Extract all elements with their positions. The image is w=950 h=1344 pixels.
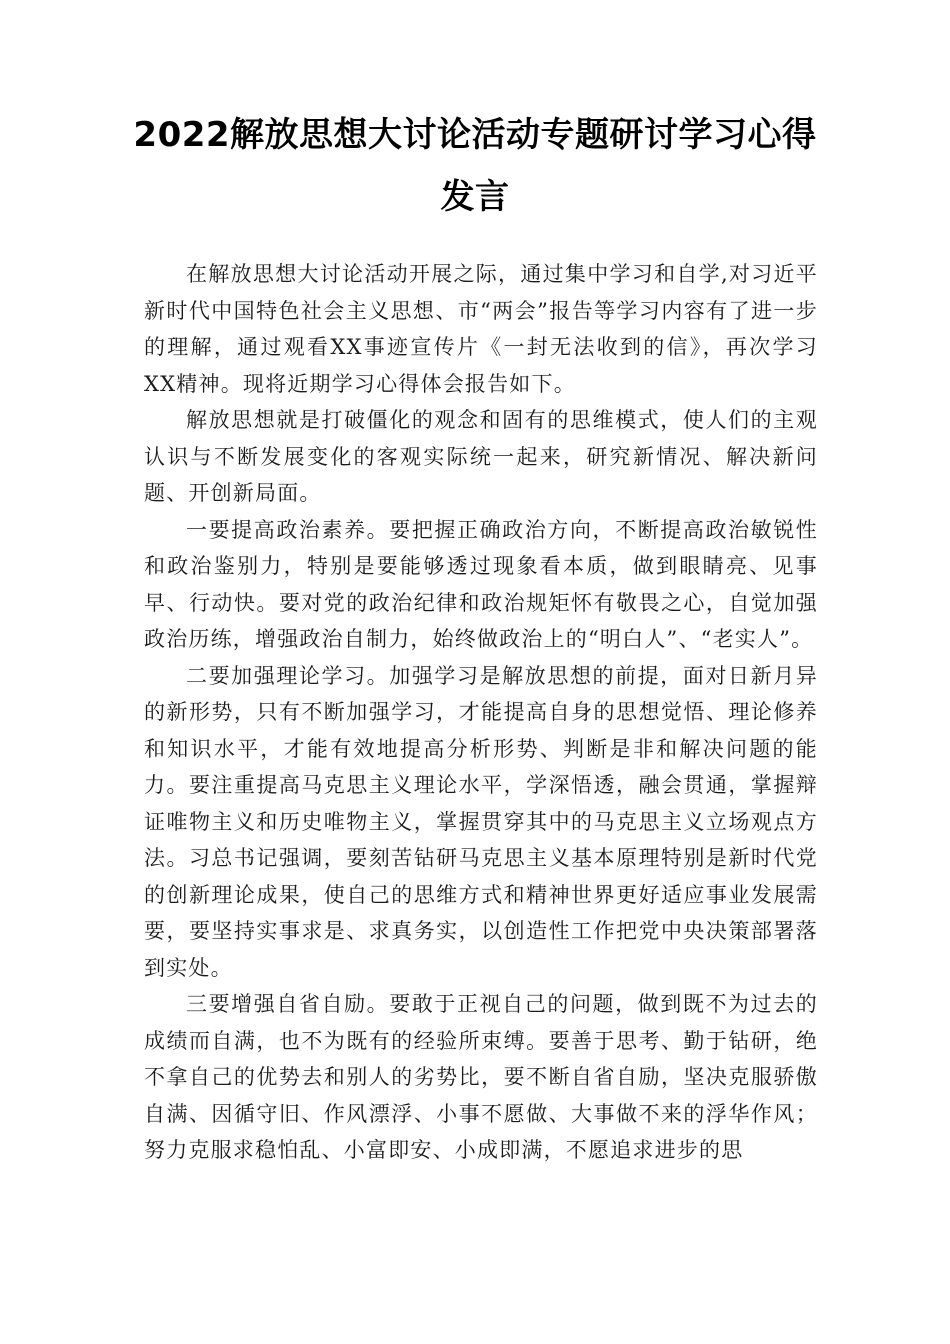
paragraph-point-3: 三要增强自省自励。要敢于正视自己的问题，做到既不为过去的成绩而自满，也不为既有的经验所束缚。要善于思考、勤于钻研，绝不拿自己的优势去和别人的劣势比，要不断自省自励，坚决克服骄傲自满、因循守旧、作风漂浮、小事不愿做、大事做不来的浮华作风；努力克服求稳怕乱、小富即安、小成即满，不愿追求进步的思 bbox=[144, 992, 818, 1162]
paragraph-definition: 解放思想就是打破僵化的观念和固有的思维模式，使人们的主观认识与不断发展变化的客观实际统一起来，研究新情况、解决新问题、开创新局面。 bbox=[144, 408, 818, 505]
document-body bbox=[144, 256, 818, 1169]
paragraph-point-2: 二要加强理论学习。加强学习是解放思想的前提，面对日新月异的新形势，只有不断加强学习，才能提高自身的思想觉悟、理论修养和知识水平，才能有效地提高分析形势、判断是非和解决问题的能力。要注重提高马克思主义理论水平，学深悟透，融会贯通，掌握辩证唯物主义和历史唯物主义，掌握贯穿其中的马克思主义立场观点方法。习总书记强调，要刻苦钻研马克思主义基本原理特别是新时代党的创新理论成果，使自己的思维方式和精神世界更好适应事业发展需要，要坚持实事求是、求真务实，以创造性工作把党中央决策部署落到实处。 bbox=[144, 663, 818, 980]
paragraph-intro: 在解放思想大讨论活动开展之际，通过集中学习和自学,对习近平新时代中国特色社会主义思想、市“两会”报告等学习内容有了进一步的理解，通过观看XX事迹宣传片《一封无法收到的信》，再次学习XX精神。现将近期学习心得体会报告如下。 bbox=[144, 262, 818, 396]
document-title bbox=[120, 104, 830, 228]
paragraph-point-1: 一要提高政治素养。要把握正确政治方向，不断提高政治敏锐性和政治鉴别力，特别是要能够透过现象看本质，做到眼睛亮、见事早、行动快。要对党的政治纪律和政治规矩怀有敬畏之心，自觉加强政治历练，增强政治自制力，始终做政治上的“明白人”、“老实人”。 bbox=[144, 517, 818, 651]
title-line-2: 发言 bbox=[440, 177, 510, 217]
title-line-1: 2022解放思想大讨论活动专题研讨学习心得 bbox=[133, 115, 817, 155]
